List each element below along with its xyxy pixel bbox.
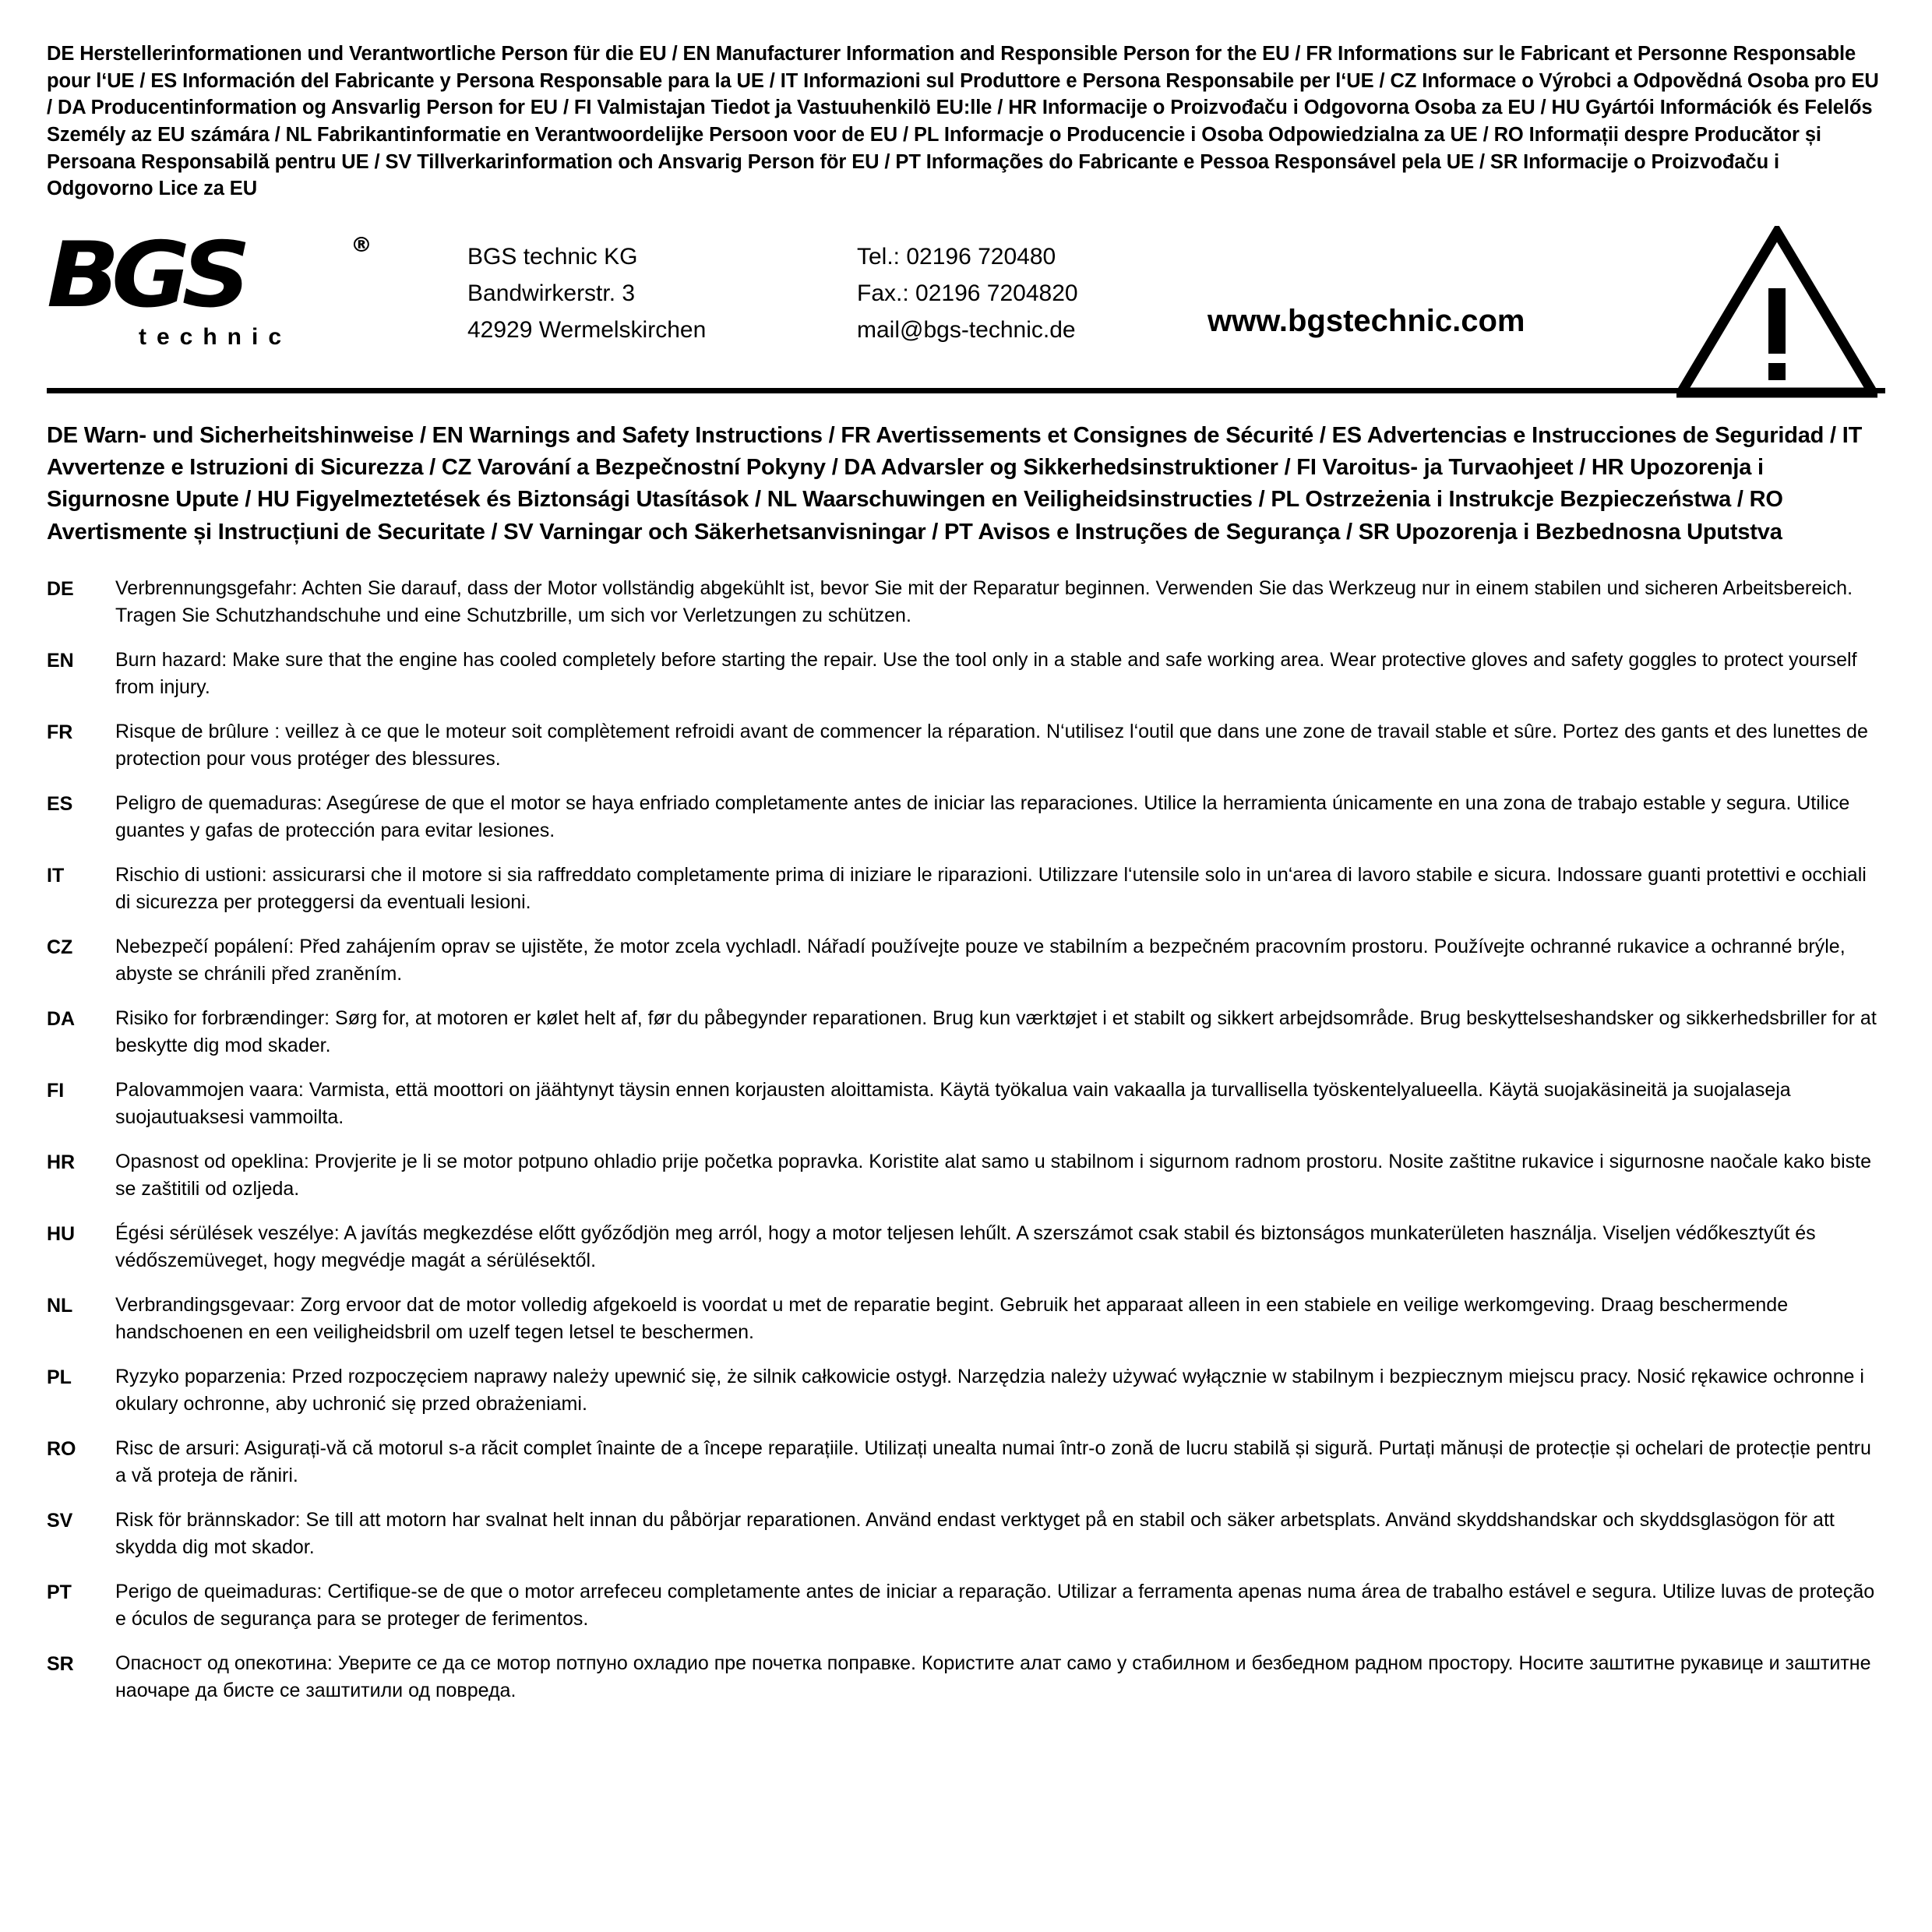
list-item bbox=[47, 1077, 1885, 1132]
list-item bbox=[47, 1292, 1885, 1347]
safety-instructions-heading: DE Warn- und Sicherheitshinweise / EN Warnings and Safety Instructions / FR Avertissements et Consignes de Sécurité / ES Advertencias e Instrucciones de Seguridad / IT Avvertenze e Istruzioni di Sicurezza / CZ Varování a Bezpečnostní Pokyny / DA Advarsler og Sikkerhedsinstruktioner / FI Varoitus- ja Turvaohjeet / HR Upozorenja i Sigurnosne Upute / HU Figyelmeztetések és Biztonsági Utasítások / NL Waarschuwingen en Veiligheidsinstructies / PL Ostrzeżenia i Instrukcje Bezpieczeństwa / RO Avertismente și Instrucțiuni de Securitate / SV Varningar och Säkerhetsanvisningar / PT Avisos e Instruções de Segurança / SR Upozorenja i Bezbednosna Uputstva bbox=[47, 423, 1863, 545]
language-code: CZ bbox=[47, 936, 73, 958]
company-address bbox=[467, 238, 706, 348]
registered-trademark-icon: ® bbox=[351, 234, 372, 258]
bgs-logo-wordmark bbox=[47, 223, 377, 329]
bgs-logo bbox=[47, 223, 372, 351]
company-contact bbox=[857, 238, 1078, 348]
company-fax: Fax.: 02196 7204820 bbox=[857, 280, 1078, 307]
instruction-text: Rischio di ustioni: assicurarsi che il motore si sia raffreddato completamente prima di iniziare le riparazioni. Utilizzare l‘utensile solo in un‘area di lavoro stabile e sicura. Indossare guanti protettivi e occhiali di sicurezza per proteggersi da eventuali lesioni. bbox=[115, 863, 1867, 914]
safety-instruction-list bbox=[47, 575, 1885, 1705]
company-website: www.bgstechnic.com bbox=[1208, 304, 1525, 339]
instruction-text: Égési sérülések veszélye: A javítás megkezdése előtt győződjön meg arról, hogy a motor teljesen lehűlt. A szerszámot csak stabil és biztonságos munkaterületen használja. Viseljen védőkesztyűt és védőszemüveget, hogy megvédje magát a sérülésektől. bbox=[115, 1222, 1816, 1272]
language-code: ES bbox=[47, 792, 73, 815]
instruction-text: Risc de arsuri: Asigurați-vă că motorul s-a răcit complet înainte de a începe reparațiile. Utilizați unealta numai într-o zonă de lucru stabilă și sigură. Purtați mănuși de protecție și ochelari de protecție pentru a vă proteja de răniri. bbox=[115, 1437, 1871, 1487]
language-code: FR bbox=[47, 721, 73, 743]
list-item bbox=[47, 1578, 1885, 1634]
instruction-text: Burn hazard: Make sure that the engine has cooled completely before starting the repair. Use the tool only in a stable and safe working area. Wear protective gloves and safety goggles to protect yourself from injury. bbox=[115, 648, 1857, 699]
language-code: FI bbox=[47, 1079, 65, 1102]
language-code: SV bbox=[47, 1509, 73, 1532]
language-code: NL bbox=[47, 1294, 73, 1317]
manufacturer-info-heading: DE Herstellerinformationen und Verantwortliche Person für die EU / EN Manufacturer Information and Responsible Person for the EU / FR Informations sur le Fabricant et Personne Responsable pour l‘UE / ES Información del Fabricante y Persona Responsable para la UE / IT Informazioni sul Produttore e Persona Responsabile per l‘UE / CZ Informace o Výrobci a Odpovědná Osoba pro EU / DA Producentinformation og Ansvarlig Person for EU / FI Valmistajan Tiedot ja Vastuuhenkilö EU:lle / HR Informacije o Proizvođaču i Odgovorna Osoba za EU / HU Gyártói Információk és Felelős Személy az EU számára / NL Fabrikantinformatie en Verantwoordelijke Persoon voor de EU / PL Informacje o Producencie i Osoba Odpowiedzialna za UE / RO Informații despre Producător și Persoana Responsabilă pentru UE / SV Tillverkarinformation och Ansvarig Person för EU / PT Informações do Fabricante e Pessoa Responsável pela UE / SR Informacije o Proizvođaču i Odgovorno Lice za EU bbox=[47, 43, 1879, 200]
language-code: EN bbox=[47, 649, 74, 672]
list-item bbox=[47, 933, 1885, 989]
list-item bbox=[47, 862, 1885, 917]
warning-triangle-icon bbox=[1676, 226, 1877, 399]
instruction-text: Ryzyko poparzenia: Przed rozpoczęciem naprawy należy upewnić się, że silnik całkowicie ostygł. Narzędzia należy używać wyłącznie w stabilnym i bezpiecznym miejscu pracy. Nosić rękawice ochronne i okulary ochronne, aby uchronić się przed obrażeniami. bbox=[115, 1365, 1864, 1416]
company-city: 42929 Wermelskirchen bbox=[467, 317, 707, 344]
bgs-logo-text: BGS bbox=[47, 223, 243, 329]
bgs-logo-subtext: technic bbox=[139, 324, 292, 351]
list-item bbox=[47, 1220, 1885, 1275]
instruction-text: Verbrennungsgefahr: Achten Sie darauf, dass der Motor vollständig abgekühlt ist, bevor Sie mit der Reparatur beginnen. Verwenden Sie das Werkzeug nur in einem stabilen und sicheren Arbeitsbereich. Tragen Sie Schutzhandschuhe und eine Schutzbrille, um sich vor Verletzungen zu schützen. bbox=[115, 576, 1853, 627]
company-information-band bbox=[47, 220, 1885, 385]
list-item bbox=[47, 718, 1885, 774]
language-code: IT bbox=[47, 864, 65, 887]
company-name: BGS technic KG bbox=[467, 244, 638, 270]
instruction-text: Risiko for forbrændinger: Sørg for, at motoren er kølet helt af, før du påbegynder reparationen. Brug kun værktøjet i et stabilt og sikkert arbejdsområde. Brug beskyttelseshandsker og sikkerhedsbriller for at beskytte dig mod skader. bbox=[115, 1007, 1877, 1057]
horizontal-divider bbox=[47, 388, 1885, 393]
instruction-text: Verbrandingsgevaar: Zorg ervoor dat de motor volledig afgekoeld is voordat u met de reparatie begint. Gebruik het apparaat alleen in een stabiele en veilige werkomgeving. Draag beschermende handschoenen en een veiligheidsbril om uzelf tegen letsel te beschermen. bbox=[115, 1293, 1789, 1344]
company-street: Bandwirkerstr. 3 bbox=[467, 280, 636, 307]
instruction-text: Опасност од опекотина: Уверите се да се мотор потпуно охладио пре почетка поправке. Користите алат само у стабилном и безбедном радном простору. Носите заштитне рукавице и заштитне наочаре да бисте се заштитили од повреда. bbox=[115, 1652, 1871, 1702]
instruction-text: Opasnost od opeklina: Provjerite je li se motor potpuno ohladio prije početka popravka. Koristite alat samo u stabilnom i sigurnom radnom prostoru. Nosite zaštitne rukavice i sigurnosne naočale kako biste se zaštitili od ozljeda. bbox=[115, 1150, 1871, 1200]
company-telephone: Tel.: 02196 720480 bbox=[857, 244, 1056, 270]
instruction-text: Risque de brûlure : veillez à ce que le moteur soit complètement refroidi avant de commencer la réparation. N‘utilisez l‘outil que dans une zone de travail stable et sûre. Portez des gants et des lunettes de protection pour vous protéger des blessures. bbox=[115, 720, 1868, 770]
language-code: DE bbox=[47, 577, 74, 600]
language-code: DA bbox=[47, 1007, 76, 1030]
list-item bbox=[47, 1650, 1885, 1705]
list-item bbox=[47, 790, 1885, 845]
language-code: PT bbox=[47, 1581, 72, 1603]
language-code: RO bbox=[47, 1437, 76, 1460]
instruction-text: Palovammojen vaara: Varmista, että moottori on jäähtynyt täysin ennen korjausten aloittamista. Käytä työkalua vain vakaalla ja turvallisella työskentelyalueella. Käytä suojakäsineitä ja suojalaseja suojautuaksesi vammoilta. bbox=[115, 1078, 1791, 1129]
language-code: PL bbox=[47, 1366, 72, 1388]
instruction-text: Perigo de queimaduras: Certifique-se de que o motor arrefeceu completamente antes de iniciar a reparação. Utilizar a ferramenta apenas numa área de trabalho estável e segura. Utilize luvas de proteção e óculos de segurança para se proteger de ferimentos. bbox=[115, 1580, 1875, 1631]
company-email: mail@bgs-technic.de bbox=[857, 317, 1076, 344]
list-item bbox=[47, 1363, 1885, 1419]
language-code: HU bbox=[47, 1222, 76, 1245]
list-item bbox=[47, 1148, 1885, 1204]
language-code: SR bbox=[47, 1652, 74, 1675]
list-item bbox=[47, 1005, 1885, 1060]
instruction-text: Risk för brännskador: Se till att motorn har svalnat helt innan du påbörjar reparationen. Använd endast verktyget på en stabil och säker arbetsplats. Använd skyddshandskar och skyddsglasögon för att skydda dig mot skador. bbox=[115, 1508, 1835, 1559]
instruction-text: Nebezpečí popálení: Před zahájením oprav se ujistěte, že motor zcela vychladl. Nářadí používejte pouze ve stabilním a bezpečném pracovním prostoru. Používejte ochranné rukavice a ochranné brýle, abyste se chránili před zraněním. bbox=[115, 935, 1846, 985]
instruction-text: Peligro de quemaduras: Asegúrese de que el motor se haya enfriado completamente antes de iniciar las reparaciones. Utilice la herramienta únicamente en una zona de trabajo estable y segura. Utilice guantes y gafas de protección para evitar lesiones. bbox=[115, 791, 1850, 842]
list-item bbox=[47, 575, 1885, 630]
language-code: HR bbox=[47, 1151, 76, 1173]
list-item bbox=[47, 1507, 1885, 1562]
list-item bbox=[47, 647, 1885, 702]
list-item bbox=[47, 1435, 1885, 1490]
